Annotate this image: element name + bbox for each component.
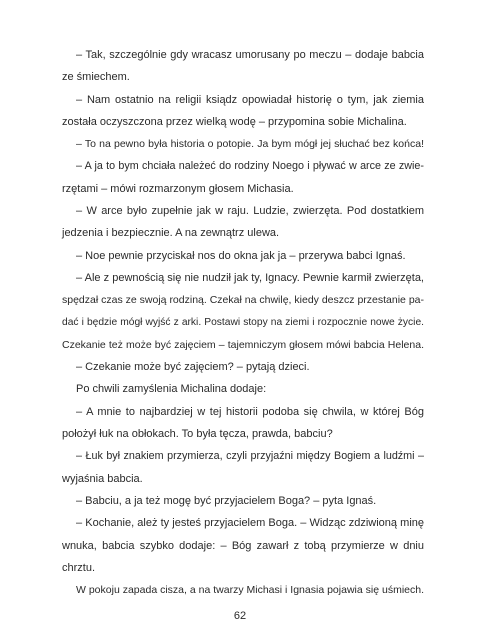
text-line: – Ale z pewnością się nie nudził jak ty, Ignacy. Pewnie karmił zwierzęta,	[76, 271, 424, 284]
text-line: chrztu.	[62, 561, 96, 574]
text-line: jedzenia i bezpiecznie. A na zewnątrz ulewa.	[62, 227, 280, 240]
text-line: położył łuk na obłokach. To była tęcza, prawda, babciu?	[62, 428, 333, 441]
text-line: dać i będzie mógł wyjść z arki. Postawi stopy na ziemi i rozpocznie nowe życie.	[62, 316, 424, 328]
text-line: ze śmiechem.	[62, 71, 130, 84]
text-line: – Nam ostatnio na religii ksiądz opowiadał historię o tym, jak ziemia	[76, 93, 424, 106]
text-line: – To na pewno była historia o potopie. Ja bym mógł jej słuchać bez końca!	[76, 138, 424, 151]
text-line: W pokoju zapada cisza, a na twarzy Michasi i Ignasia pojawia się uśmiech.	[76, 584, 424, 597]
text-line: – A mnie to najbardziej w tej historii podoba się chwila, w której Bóg	[76, 405, 424, 418]
text-line: spędzał czas ze swoją rodziną. Czekał na chwilę, kiedy deszcz przestanie pa-	[62, 294, 424, 307]
body-text	[62, 44, 424, 601]
text-line: – Noe pewnie przyciskał nos do okna jak ja – przerywa babci Ignaś.	[76, 249, 406, 262]
text-line: została oczyszczona przez wielką wodę – przypomina sobie Michalina.	[62, 115, 407, 128]
text-line: – Kochanie, ależ ty jesteś przyjacielem Boga. – Widząc zdziwioną minę	[76, 517, 424, 530]
text-line: – A ja to bym chciała należeć do rodziny Noego i pływać w arce ze zwie-	[76, 160, 424, 173]
page-number: 62	[233, 610, 247, 622]
text-line: – W arce było zupełnie jak w raju. Ludzie, zwierzęta. Pod dostatkiem	[76, 205, 424, 218]
text-line: – Tak, szczególnie gdy wracasz umorusany po meczu – dodaje babcia	[76, 49, 424, 61]
text-line: – Czekanie może być zajęciem? – pytają dzieci.	[76, 361, 310, 374]
text-line: rzętami – mówi rozmarzonym głosem Michasia.	[62, 182, 294, 195]
text-line: – Babciu, a ja też mogę być przyjacielem Boga? – pyta Ignaś.	[76, 494, 377, 507]
text-line: – Łuk był znakiem przymierza, czyli przyjaźni między Bogiem a ludźmi –	[76, 450, 424, 463]
text-line: Po chwili zamyślenia Michalina dodaje:	[76, 383, 267, 396]
text-line: Czekanie też może być zajęciem – tajemniczym głosem mówi babcia Helena.	[62, 338, 424, 351]
text-line: wyjaśnia babcia.	[62, 472, 143, 485]
text-line: wnuka, babcia szybko dodaje: – Bóg zawarł z tobą przymierze w dniu	[62, 539, 424, 552]
